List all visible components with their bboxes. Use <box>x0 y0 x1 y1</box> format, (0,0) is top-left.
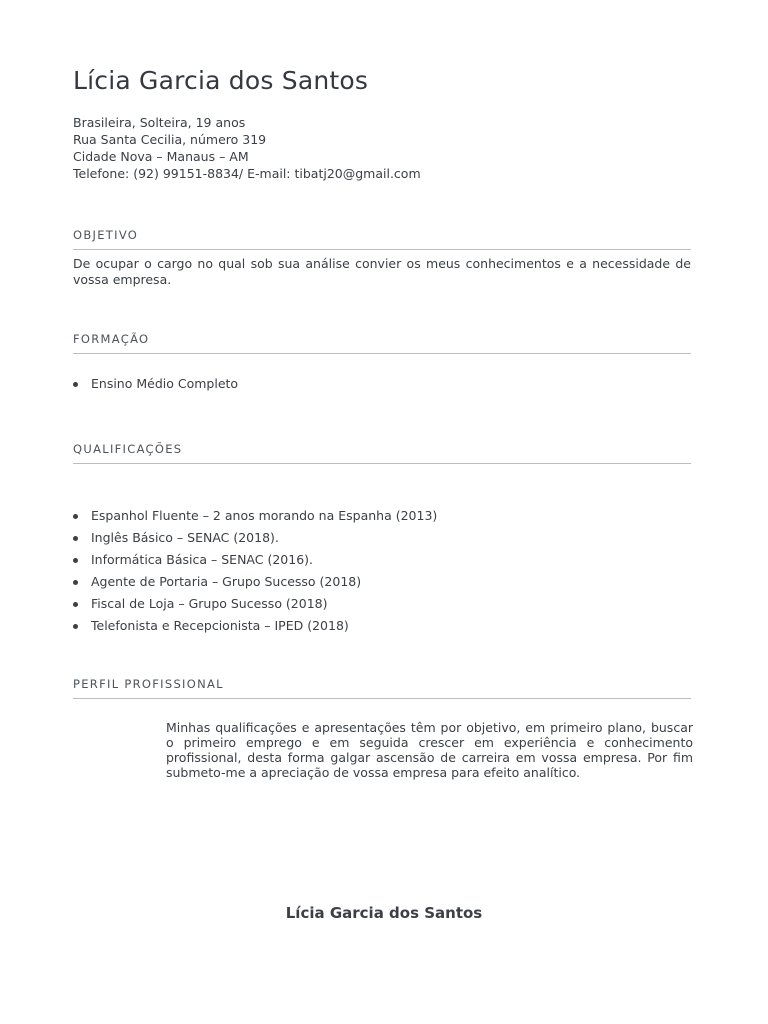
bullet-icon <box>73 580 78 585</box>
bullet-icon <box>73 602 78 607</box>
section-heading-objetivo: OBJETIVO <box>73 228 691 250</box>
list-item <box>73 551 437 573</box>
formacao-list <box>73 375 238 397</box>
perfil-text: Minhas qualificações e apresentações têm por objetivo, em primeiro plano, buscar o primeiro emprego e em seguida crescer em experiência e conhecimento profissional, desta forma galgar ascensão de carreira em vossa empresa. Por fim submeto-me a apreciação de vossa empresa para efeito analítico. <box>166 720 693 780</box>
city-line: Cidade Nova – Manaus – AM <box>73 149 249 164</box>
list-item-text: Agente de Portaria – Grupo Sucesso (2018) <box>91 574 362 589</box>
section-heading-qualificacoes: QUALIFICAÇÕES <box>73 442 691 464</box>
signature-name: Lícia Garcia dos Santos <box>285 904 483 922</box>
list-item <box>73 375 238 397</box>
bullet-icon <box>73 624 78 629</box>
list-item-text: Ensino Médio Completo <box>91 376 239 391</box>
list-item <box>73 617 437 639</box>
address-line: Rua Santa Cecilia, número 319 <box>73 132 267 147</box>
list-item-text: Inglês Básico – SENAC (2018). <box>91 530 279 545</box>
objetivo-text: De ocupar o cargo no qual sob sua análise convier os meus conhecimentos e a necessidade de vossa empresa. <box>73 256 691 287</box>
list-item <box>73 573 437 595</box>
personal-info-line: Brasileira, Solteira, 19 anos <box>73 115 246 130</box>
bullet-icon <box>73 536 78 541</box>
contact-block <box>73 114 421 182</box>
list-item-text: Informática Básica – SENAC (2016). <box>91 552 313 567</box>
section-heading-formacao: FORMAÇÃO <box>73 332 691 354</box>
bullet-icon <box>73 558 78 563</box>
list-item <box>73 595 437 617</box>
list-item-text: Fiscal de Loja – Grupo Sucesso (2018) <box>91 596 328 611</box>
bullet-icon <box>73 514 78 519</box>
candidate-name: Lícia Garcia dos Santos <box>73 66 369 95</box>
bullet-icon <box>73 382 78 387</box>
qualificacoes-list <box>73 507 437 639</box>
section-heading-perfil: PERFIL PROFISSIONAL <box>73 677 691 699</box>
list-item-text: Telefonista e Recepcionista – IPED (2018) <box>91 618 349 633</box>
list-item <box>73 529 437 551</box>
list-item-text: Espanhol Fluente – 2 anos morando na Espanha (2013) <box>91 508 438 523</box>
phone-email-line: Telefone: (92) 99151-8834/ E-mail: tibatj20@gmail.com <box>73 166 421 181</box>
list-item <box>73 507 437 529</box>
